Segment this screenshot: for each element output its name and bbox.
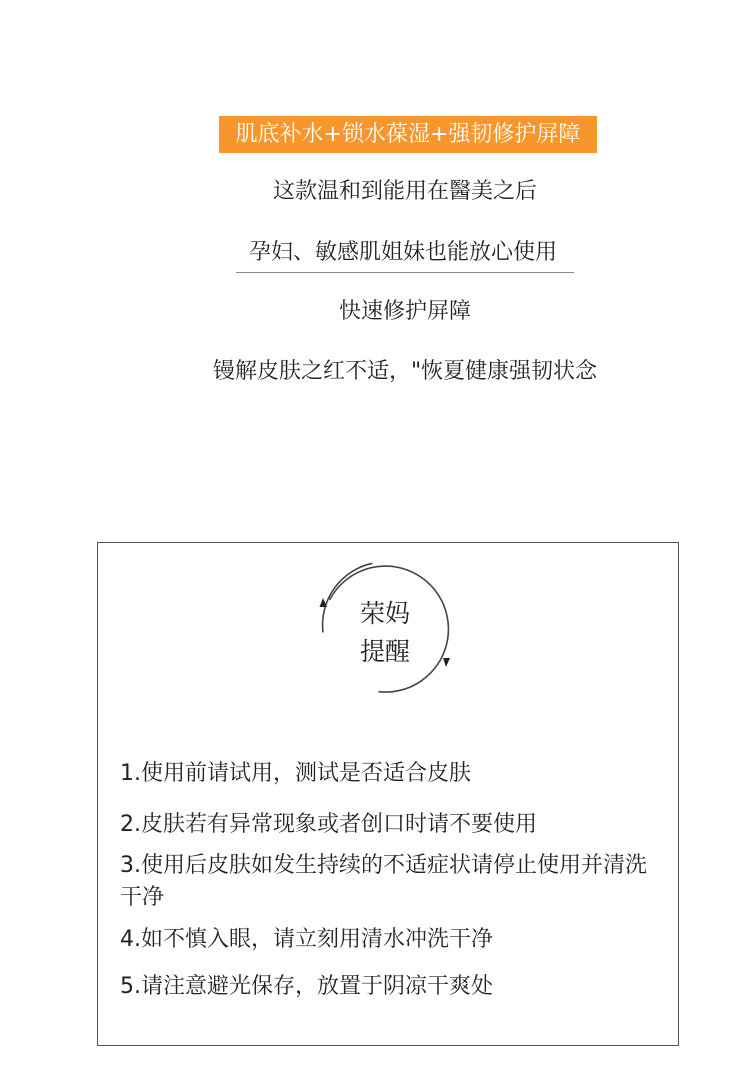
notice-item: 4.如不慎入眼，请立刻用清水冲洗干净 [120,927,493,952]
intro-underline [236,272,574,273]
highlight-banner: 肌底补水+锁水葆湿+强韧修护屏障 [219,116,597,153]
intro-line-1: 这款温和到能用在醫美之后 [272,179,537,204]
notice-item: 2.皮肤若有异常现象或者创口时请不要使用 [120,812,537,837]
badge-title-line-2: 提醒 [359,637,410,666]
reminder-badge [315,562,455,697]
notice-item: 3.使用后皮肤如发生持续的不适症状请停止使用并清洗干净 [120,853,647,910]
intro-line-2: 孕妇、敏感肌姐妹也能放心使用 [248,240,557,265]
notice-item: 1.使用前请试用，测试是否适合皮肤 [120,761,471,786]
intro-line-3: 快速修护屏障 [338,299,471,324]
notice-item: 5.请注意避光保存，放置于阴凉干爽处 [120,974,493,999]
badge-title-line-1: 荣妈 [359,599,410,628]
circular-arrows-icon [315,562,455,697]
intro-line-4: 镘解皮肤之红不适，"恢夏健康强韧状念 [212,359,598,384]
